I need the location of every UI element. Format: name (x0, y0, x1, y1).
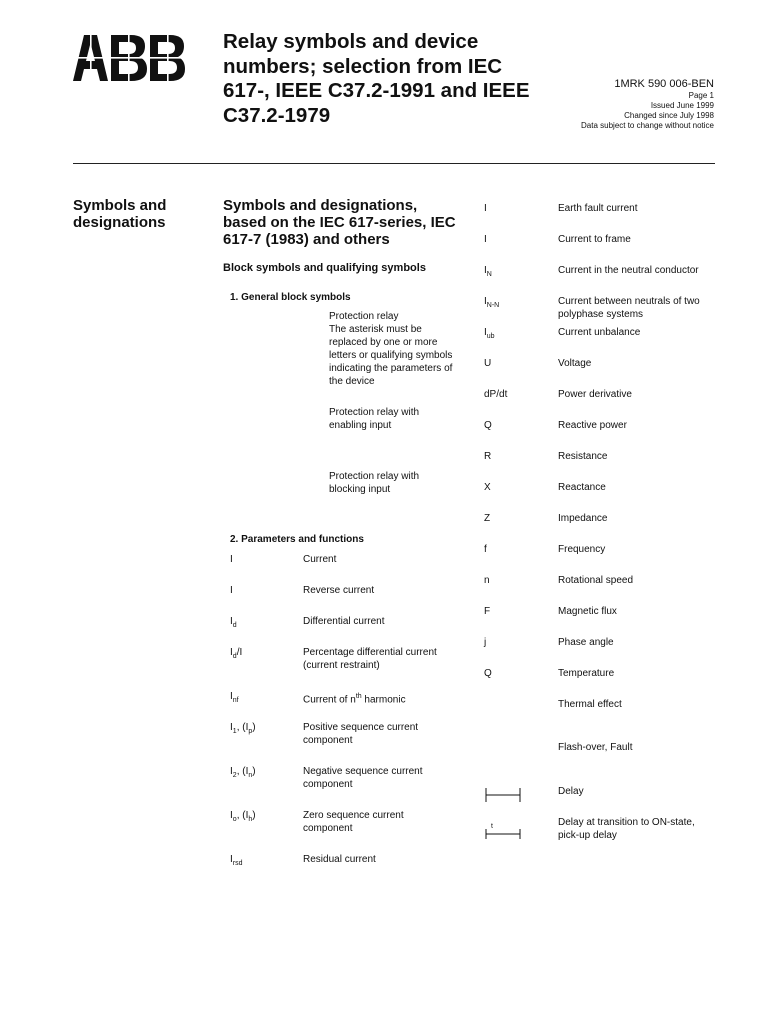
block-desc-blocking-input: Protection relay with blocking input (329, 471, 420, 495)
document-meta (581, 78, 714, 131)
general-blocks-title: 1. General block symbols (230, 292, 351, 303)
symbol-magnetic-flux: F (484, 606, 491, 617)
symbol-positive-sequence: $I_1$, $(I_p)$ (230, 722, 256, 735)
block-desc-protection-relay: Protection relay The asterisk must be replaced by one or more letters or qualifying symbols indicating the parameters of the device (329, 311, 453, 387)
document-number: 1MRK 590 006-BEN (614, 78, 714, 90)
desc-current: Current (303, 554, 337, 565)
desc-impedance: Impedance (558, 513, 608, 524)
desc-delay-pickup: Delay at transition to ON-state, pick-up delay (558, 817, 695, 841)
desc-phase-angle: Phase angle (558, 637, 614, 648)
desc-negative-sequence: Negative sequence current component (303, 766, 423, 790)
desc-temperature: Temperature (558, 668, 615, 679)
section-title: Symbols and designations (73, 197, 167, 231)
desc-zero-sequence: Zero sequence current component (303, 810, 404, 834)
sub-heading: Block symbols and qualifying symbols (223, 262, 426, 274)
desc-rotational-speed: Rotational speed (558, 575, 634, 586)
desc-neutral-current: Current in the neutral conductor (558, 265, 699, 276)
delay-icon (484, 784, 522, 806)
desc-residual-current: Residual current (303, 854, 376, 865)
symbol-reverse-current: I (230, 585, 233, 596)
symbol-frequency: f (484, 544, 487, 555)
symbol-differential-current: $I_d$ (230, 616, 237, 629)
desc-earth-fault: Earth fault current (558, 203, 638, 214)
issued-date: Issued June 1999 (650, 101, 714, 110)
symbol-reactive-power: Q (484, 420, 492, 431)
desc-delay: Delay (558, 786, 584, 797)
symbol-harmonic-current: $I_{nf}$ (230, 691, 239, 704)
desc-flash-over-fault: Flash-over, Fault (558, 742, 633, 753)
symbol-residual-current: $I_{rsd}$ (230, 854, 243, 867)
desc-neutrals-current: Current between neutrals of two polyphase systems (558, 296, 700, 320)
symbol-earth-fault: I (484, 203, 487, 214)
document-title: Relay symbols and device numbers; selection from IEC 617-, IEEE C37.2-1991 and IEEE C37.2-1979 (223, 30, 530, 127)
main-heading: Symbols and designations, based on the IEC 617-series, IEC 617-7 (1983) and others (223, 197, 456, 248)
desc-reactance: Reactance (558, 482, 606, 493)
desc-voltage: Voltage (558, 358, 592, 369)
symbol-resistance: R (484, 451, 492, 462)
symbol-current-unbalance: $I_{ub}$ (484, 327, 495, 340)
abb-logo (73, 35, 185, 81)
symbol-power-derivative: dP/dt (484, 389, 508, 400)
desc-power-derivative: Power derivative (558, 389, 632, 400)
change-notice: Data subject to change without notice (581, 121, 714, 130)
symbol-neutral-current: $I_N$ (484, 265, 492, 278)
delay-pickup-icon (484, 820, 522, 842)
desc-positive-sequence: Positive sequence current component (303, 722, 419, 746)
symbol-rotational-speed: n (484, 575, 490, 586)
symbol-negative-sequence: $I_2$, $(I_n)$ (230, 766, 256, 779)
desc-magnetic-flux: Magnetic flux (558, 606, 617, 617)
parameters-title: 2. Parameters and functions (230, 534, 364, 545)
desc-resistance: Resistance (558, 451, 608, 462)
changed-date: Changed since July 1998 (624, 111, 714, 120)
symbol-neutrals-current: $I_{N-N}$ (484, 296, 500, 309)
symbol-percentage-differential: $I_d/I$ (230, 647, 243, 660)
desc-frequency: Frequency (558, 544, 606, 555)
desc-current-to-frame: Current to frame (558, 234, 631, 245)
desc-thermal-effect: Thermal effect (558, 699, 622, 710)
block-desc-enabling-input: Protection relay with enabling input (329, 407, 420, 431)
desc-current-unbalance: Current unbalance (558, 327, 641, 338)
symbol-zero-sequence: $I_o$, $(I_h)$ (230, 810, 256, 823)
symbol-impedance: Z (484, 513, 491, 524)
page-number: Page 1 (688, 91, 714, 100)
symbol-phase-angle: j (484, 637, 487, 648)
symbol-current-to-frame: I (484, 234, 487, 245)
symbol-voltage: U (484, 358, 492, 369)
symbol-reactance: X (484, 482, 491, 493)
symbol-current: I (230, 554, 233, 565)
desc-reactive-power: Reactive power (558, 420, 627, 431)
symbol-temperature: Q (484, 668, 492, 679)
desc-harmonic-current: Current of $n^{th}$ harmonic (303, 693, 406, 706)
delay-pickup-label: t (491, 823, 493, 830)
desc-percentage-differential: Percentage differential current (current restraint) (303, 647, 437, 671)
desc-reverse-current: Reverse current (303, 585, 375, 596)
desc-differential-current: Differential current (303, 616, 385, 627)
header-divider (73, 163, 715, 164)
